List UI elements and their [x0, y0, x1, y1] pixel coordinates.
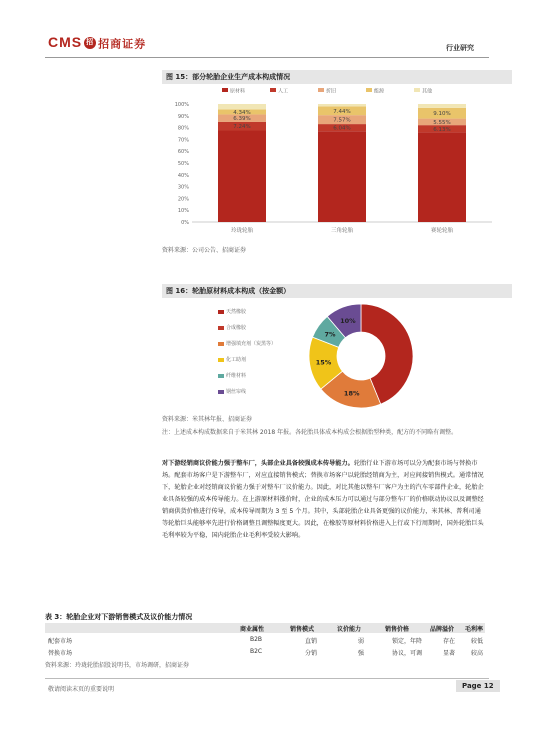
legend-swatch: [218, 326, 224, 330]
y-tick-label: 60%: [177, 149, 189, 156]
legend-label: 其他: [422, 88, 433, 95]
table3-source: 资料来源：玲珑轮胎招股说明书，市场调研，招商证券: [45, 662, 190, 669]
table-header-cell: 毛利率: [465, 626, 484, 633]
legend-label: 人工: [278, 88, 289, 95]
table-cell: 存在: [443, 638, 456, 645]
data-label: 7.24%: [233, 124, 251, 131]
legend-label: 天然橡胶: [226, 309, 247, 315]
slice-label: 7%: [324, 330, 336, 339]
y-tick-label: 10%: [177, 208, 189, 215]
data-label: 6.04%: [333, 125, 351, 132]
figure15-title: 图 15：部分轮胎企业生产成本构成情况: [162, 70, 512, 84]
table-header-cell: 议价能力: [337, 626, 362, 633]
x-tick-label: 三角轮胎: [330, 228, 354, 234]
legend-label: 钢丝帘线: [226, 389, 247, 395]
table-row: [45, 636, 485, 646]
y-tick-label: 40%: [177, 172, 189, 179]
data-label: 7.57%: [333, 117, 351, 124]
company-logo: [48, 34, 146, 51]
y-tick-label: 90%: [177, 113, 189, 120]
data-label: 9.10%: [433, 111, 451, 118]
legend-item: [218, 324, 308, 331]
y-tick-label: 70%: [177, 137, 189, 144]
figure16-title: 图 16：轮胎原材料成本构成（按金额）: [162, 284, 512, 298]
table-cell: 协议，可调: [392, 650, 423, 657]
legend-label: 化工助剂: [226, 357, 247, 363]
table-cell: 配套市场: [48, 638, 73, 645]
legend-swatch: [218, 358, 224, 362]
paragraph-lead: 对下游经销商议价能力强于整车厂，头部企业具备较强成本传导能力。: [162, 460, 354, 467]
data-label: 7.44%: [333, 108, 351, 115]
x-tick-label: 赛轮轮胎: [430, 228, 454, 234]
legend-swatch: [218, 310, 224, 314]
bar-segment: [218, 104, 266, 109]
logo-text: CMS: [48, 34, 83, 50]
table-cell: 弱: [358, 638, 365, 645]
analysis-paragraph: [162, 458, 486, 542]
logo-badge-icon: 招: [84, 37, 96, 49]
table-header-cell: 商业属性: [240, 626, 265, 633]
legend-swatch: [222, 88, 228, 92]
donut-legend: [218, 308, 308, 404]
paragraph-body: 轮胎行业下游市场可以分为配套市场与替换市场。配套市场客户是下游整车厂，对应直接销售模式；替换市场客户以轮胎经销商为主，对应间接销售模式。通常情况下，轮胎企业对经销商议价能力强于对整车厂议价能力。因此，对比其他以整车厂客户为主的汽车零部件企业，轮胎企业具备较强的成本传导能力。在上游原材料涨价时，企业的成本压力可以通过与部分整车厂的价格联动协议以及调整经销商供货价格进行传导，成本传导周期为 3 至 5 个月。其中，头部轮胎企业具备更强的议价能力，米其林、普利司通等轮胎巨头能够率先进行价格调整且调整幅度更大。因此，在橡胶等原材料价格进入上行或下行周期时，国外轮胎巨头毛利率较为平稳，国内轮胎企业毛利率受较大影响。: [162, 460, 484, 539]
legend-swatch: [218, 390, 224, 394]
legend-label: 能源: [374, 88, 385, 95]
slice-label: 15%: [315, 358, 332, 367]
company-name: 招商证券: [98, 38, 147, 51]
legend-item: [218, 308, 308, 315]
table-header-cell: 销售模式: [290, 626, 315, 633]
legend-label: 增强填充剂（炭黑等）: [226, 341, 277, 347]
legend-swatch: [218, 374, 224, 378]
table-cell: 较高: [471, 650, 484, 657]
table3-header-row: [45, 623, 485, 633]
legend-label: 原材料: [230, 88, 246, 95]
legend-label: 纤维材料: [226, 373, 247, 379]
table-cell: B2C: [250, 648, 263, 655]
legend-label: 合成橡胶: [226, 325, 247, 331]
raw-material-donut-chart: [296, 300, 426, 412]
bar-segment: [418, 132, 466, 222]
bar-segment: [318, 131, 366, 222]
legend-swatch: [270, 88, 276, 92]
slice-label: 18%: [343, 389, 360, 398]
figure16-note: 注：上述成本构成数据来自于米其林 2018 年报。各轮胎具体成本构成会根据胎型种类，配方的不同略有调整。: [162, 429, 458, 436]
legend-swatch: [366, 88, 372, 92]
figure15-source: 资料来源：公司公告、招商证券: [162, 247, 247, 254]
y-tick-label: 80%: [177, 125, 189, 132]
data-label: 4.34%: [233, 109, 251, 116]
legend-swatch: [414, 88, 420, 92]
slice-label: 10%: [340, 316, 356, 325]
data-label: 5.55%: [433, 119, 451, 126]
figure16-source: 资料来源：米其林年报、招商证券: [162, 416, 253, 423]
header-divider: [45, 57, 489, 58]
legend-swatch: [318, 88, 324, 92]
table-cell: 显著: [443, 650, 456, 657]
table-cell: 替换市场: [48, 650, 73, 657]
cost-structure-stacked-bar-chart: [162, 84, 512, 242]
legend-item: [218, 340, 308, 347]
data-label: 6.13%: [433, 126, 451, 133]
x-tick-label: 玲珑轮胎: [230, 228, 254, 234]
legend-label: 折旧: [326, 88, 337, 95]
y-tick-label: 30%: [177, 184, 189, 191]
table-cell: 锁定，年降: [392, 638, 423, 645]
legend-swatch: [218, 342, 224, 346]
data-label: 6.39%: [233, 116, 251, 123]
section-label: 行业研究: [446, 44, 474, 52]
legend-item: [218, 356, 308, 363]
table3-title: 表 3：轮胎企业对下游销售模式及议价能力情况: [45, 613, 193, 621]
page-number: Page 12: [456, 680, 500, 692]
table-cell: 强: [358, 650, 365, 657]
bar-segment: [318, 104, 366, 106]
table-cell: 较低: [471, 638, 484, 645]
footer-disclaimer: 敬请阅读末页的重要说明: [48, 686, 115, 693]
bar-segment: [218, 131, 266, 222]
table-header-cell: 品牌溢价: [430, 626, 455, 633]
table-cell: 分销: [305, 650, 318, 657]
table-header-cell: 销售价格: [385, 626, 410, 633]
y-tick-label: 50%: [177, 161, 189, 167]
y-tick-label: 0%: [181, 220, 189, 226]
table-cell: B2B: [250, 636, 263, 643]
table-cell: 直销: [305, 638, 318, 645]
legend-item: [218, 388, 308, 395]
y-tick-label: 20%: [177, 196, 189, 203]
y-tick-label: 100%: [174, 102, 189, 108]
footer-divider: [45, 678, 489, 679]
bar-segment: [418, 104, 466, 108]
table-row: [45, 648, 485, 658]
legend-item: [218, 372, 308, 379]
